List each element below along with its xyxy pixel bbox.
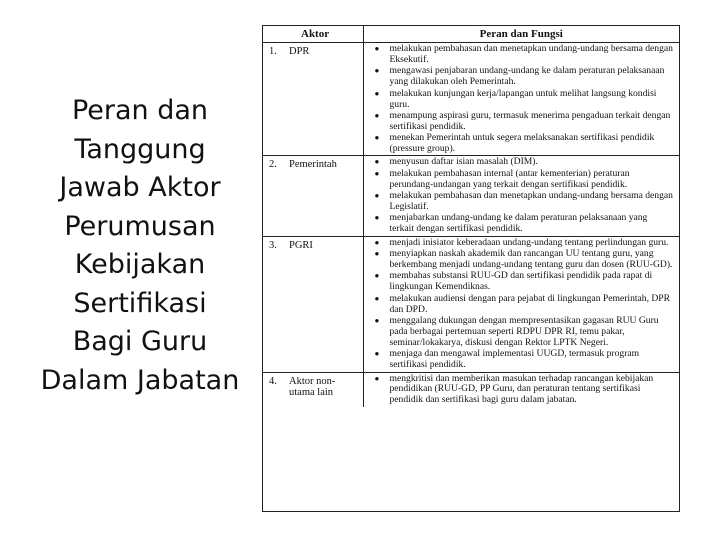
role-text: menyusun daftar isian masalah (DIM). <box>389 156 538 168</box>
role-text: menjadi inisiator keberadaan undang-undang tentang perlindungan guru. <box>389 236 669 248</box>
role-text: menjaga dan mengawal implementasi UUGD, termasuk program sertifikasi pendidik. <box>389 348 640 371</box>
bullet-icon: ● <box>374 373 380 383</box>
roles-list <box>364 374 674 407</box>
actor-cell <box>263 236 363 372</box>
bullet-icon: ● <box>374 349 380 359</box>
role-text: menggalang dukungan dengan mempresentasikan gagasan RUU Guru pada berbagai pertemuan seperti RDPU DPR RI, temu pakar, seminar/lokakarya, diskusi dengan Rektor LPTK Negeri. <box>389 314 659 348</box>
list-item <box>364 169 674 191</box>
actor-number: 2. <box>269 159 277 171</box>
list-item <box>364 374 674 407</box>
list-item <box>364 157 674 168</box>
roles-cell <box>363 156 679 236</box>
table-body <box>263 43 679 407</box>
role-text: mengkritisi dan memberikan masukan terhadap rancangan kebijakan pendidikan (RUU-GD, PP Guru, dan peraturan tentang sertifikasi pendidik dan sertifikasi bagi guru dalam jabatan. <box>389 372 654 406</box>
actor-name: PGRI <box>289 239 313 251</box>
list-item <box>364 191 674 213</box>
table-row <box>263 236 679 372</box>
actor-name: Pemerintah <box>289 159 337 171</box>
actor-cell <box>263 372 363 407</box>
roles-list <box>364 44 674 155</box>
table-row <box>263 372 679 407</box>
bullet-icon: ● <box>374 237 380 247</box>
role-text: mengawasi penjabaran undang-undang ke dalam peraturan pelaksanaan yang dilakukan oleh Pemerintah. <box>389 65 665 88</box>
bullet-icon: ● <box>374 44 380 53</box>
roles-list <box>364 238 674 371</box>
role-text: melakukan pembahasan dan menetapkan undang-undang bersama dengan Eksekutif. <box>389 43 673 65</box>
role-text: melakukan pembahasan internal (antar kementerian) peraturan perundang-undangan yang terkait dengan sertifikasi pendidik. <box>389 167 630 190</box>
role-text: menjabarkan undang-undang ke dalam peraturan pelaksanaan yang terkait dengan sertifikasi pendidik. <box>389 212 648 235</box>
list-item <box>364 111 674 133</box>
slide-title: Peran dan Tanggung Jawab Aktor Perumusan Kebijakan Sertifikasi Bagi Guru Dalam Jabatan <box>40 95 240 396</box>
role-text: menyiapkan naskah akademik dan rancangan UU tentang guru, yang berkembang menjadi undang-undang tentang guru dan dosen (RUU-GD). <box>389 248 673 271</box>
header-actor: Aktor <box>263 26 363 43</box>
bullet-icon: ● <box>374 213 380 223</box>
table-row <box>263 156 679 236</box>
actor-name: Aktor non-utama lain <box>289 375 336 399</box>
bullet-icon: ● <box>374 315 380 325</box>
list-item <box>364 66 674 88</box>
actor-cell <box>263 156 363 236</box>
list-item <box>364 44 674 66</box>
roles-cell <box>363 372 679 407</box>
bullet-icon: ● <box>374 66 380 76</box>
role-text: melakukan audiensi dengan para pejabat di lingkungan Pemerintah, DPR dan DPD. <box>389 292 671 315</box>
list-item <box>364 271 674 293</box>
bullet-icon: ● <box>374 157 380 167</box>
actor-number: 3. <box>269 239 277 251</box>
list-item <box>364 133 674 155</box>
bullet-icon: ● <box>374 293 380 303</box>
list-item <box>364 349 674 371</box>
roles-cell <box>363 236 679 372</box>
role-text: melakukan pembahasan dan menetapkan undang-undang bersama dengan Legislatif. <box>389 190 673 213</box>
role-text: melakukan kunjungan kerja/lapangan untuk melihat langsung kondisi guru. <box>389 87 657 110</box>
list-item <box>364 89 674 111</box>
actor-number: 4. <box>269 375 277 387</box>
list-item <box>364 316 674 349</box>
bullet-icon: ● <box>374 88 380 98</box>
bullet-icon: ● <box>374 191 380 201</box>
role-text: menekan Pemerintah untuk segera melaksanakan sertifikasi pendidik (pressure group). <box>389 132 655 155</box>
list-item <box>364 238 674 249</box>
bullet-icon: ● <box>374 110 380 120</box>
roles-list <box>364 157 674 235</box>
bullet-icon: ● <box>374 168 380 178</box>
header-roles: Peran dan Fungsi <box>363 26 679 43</box>
bullet-icon: ● <box>374 271 380 281</box>
role-text: menampung aspirasi guru, termasuk menerima pengaduan terkait dengan sertifikasi pendidik. <box>389 109 671 132</box>
roles-cell <box>363 43 679 156</box>
list-item <box>364 294 674 316</box>
list-item <box>364 249 674 271</box>
bullet-icon: ● <box>374 133 380 143</box>
actor-number: 1. <box>269 46 277 57</box>
actor-roles-table <box>262 25 680 512</box>
bullet-icon: ● <box>374 249 380 259</box>
table-row <box>263 43 679 156</box>
actor-cell <box>263 43 363 156</box>
list-item <box>364 213 674 235</box>
actor-name: DPR <box>289 46 310 57</box>
role-text: membahas substansi RUU-GD dan sertifikasi pendidik pada rapat di lingkungan Kemendiknas. <box>389 270 653 293</box>
